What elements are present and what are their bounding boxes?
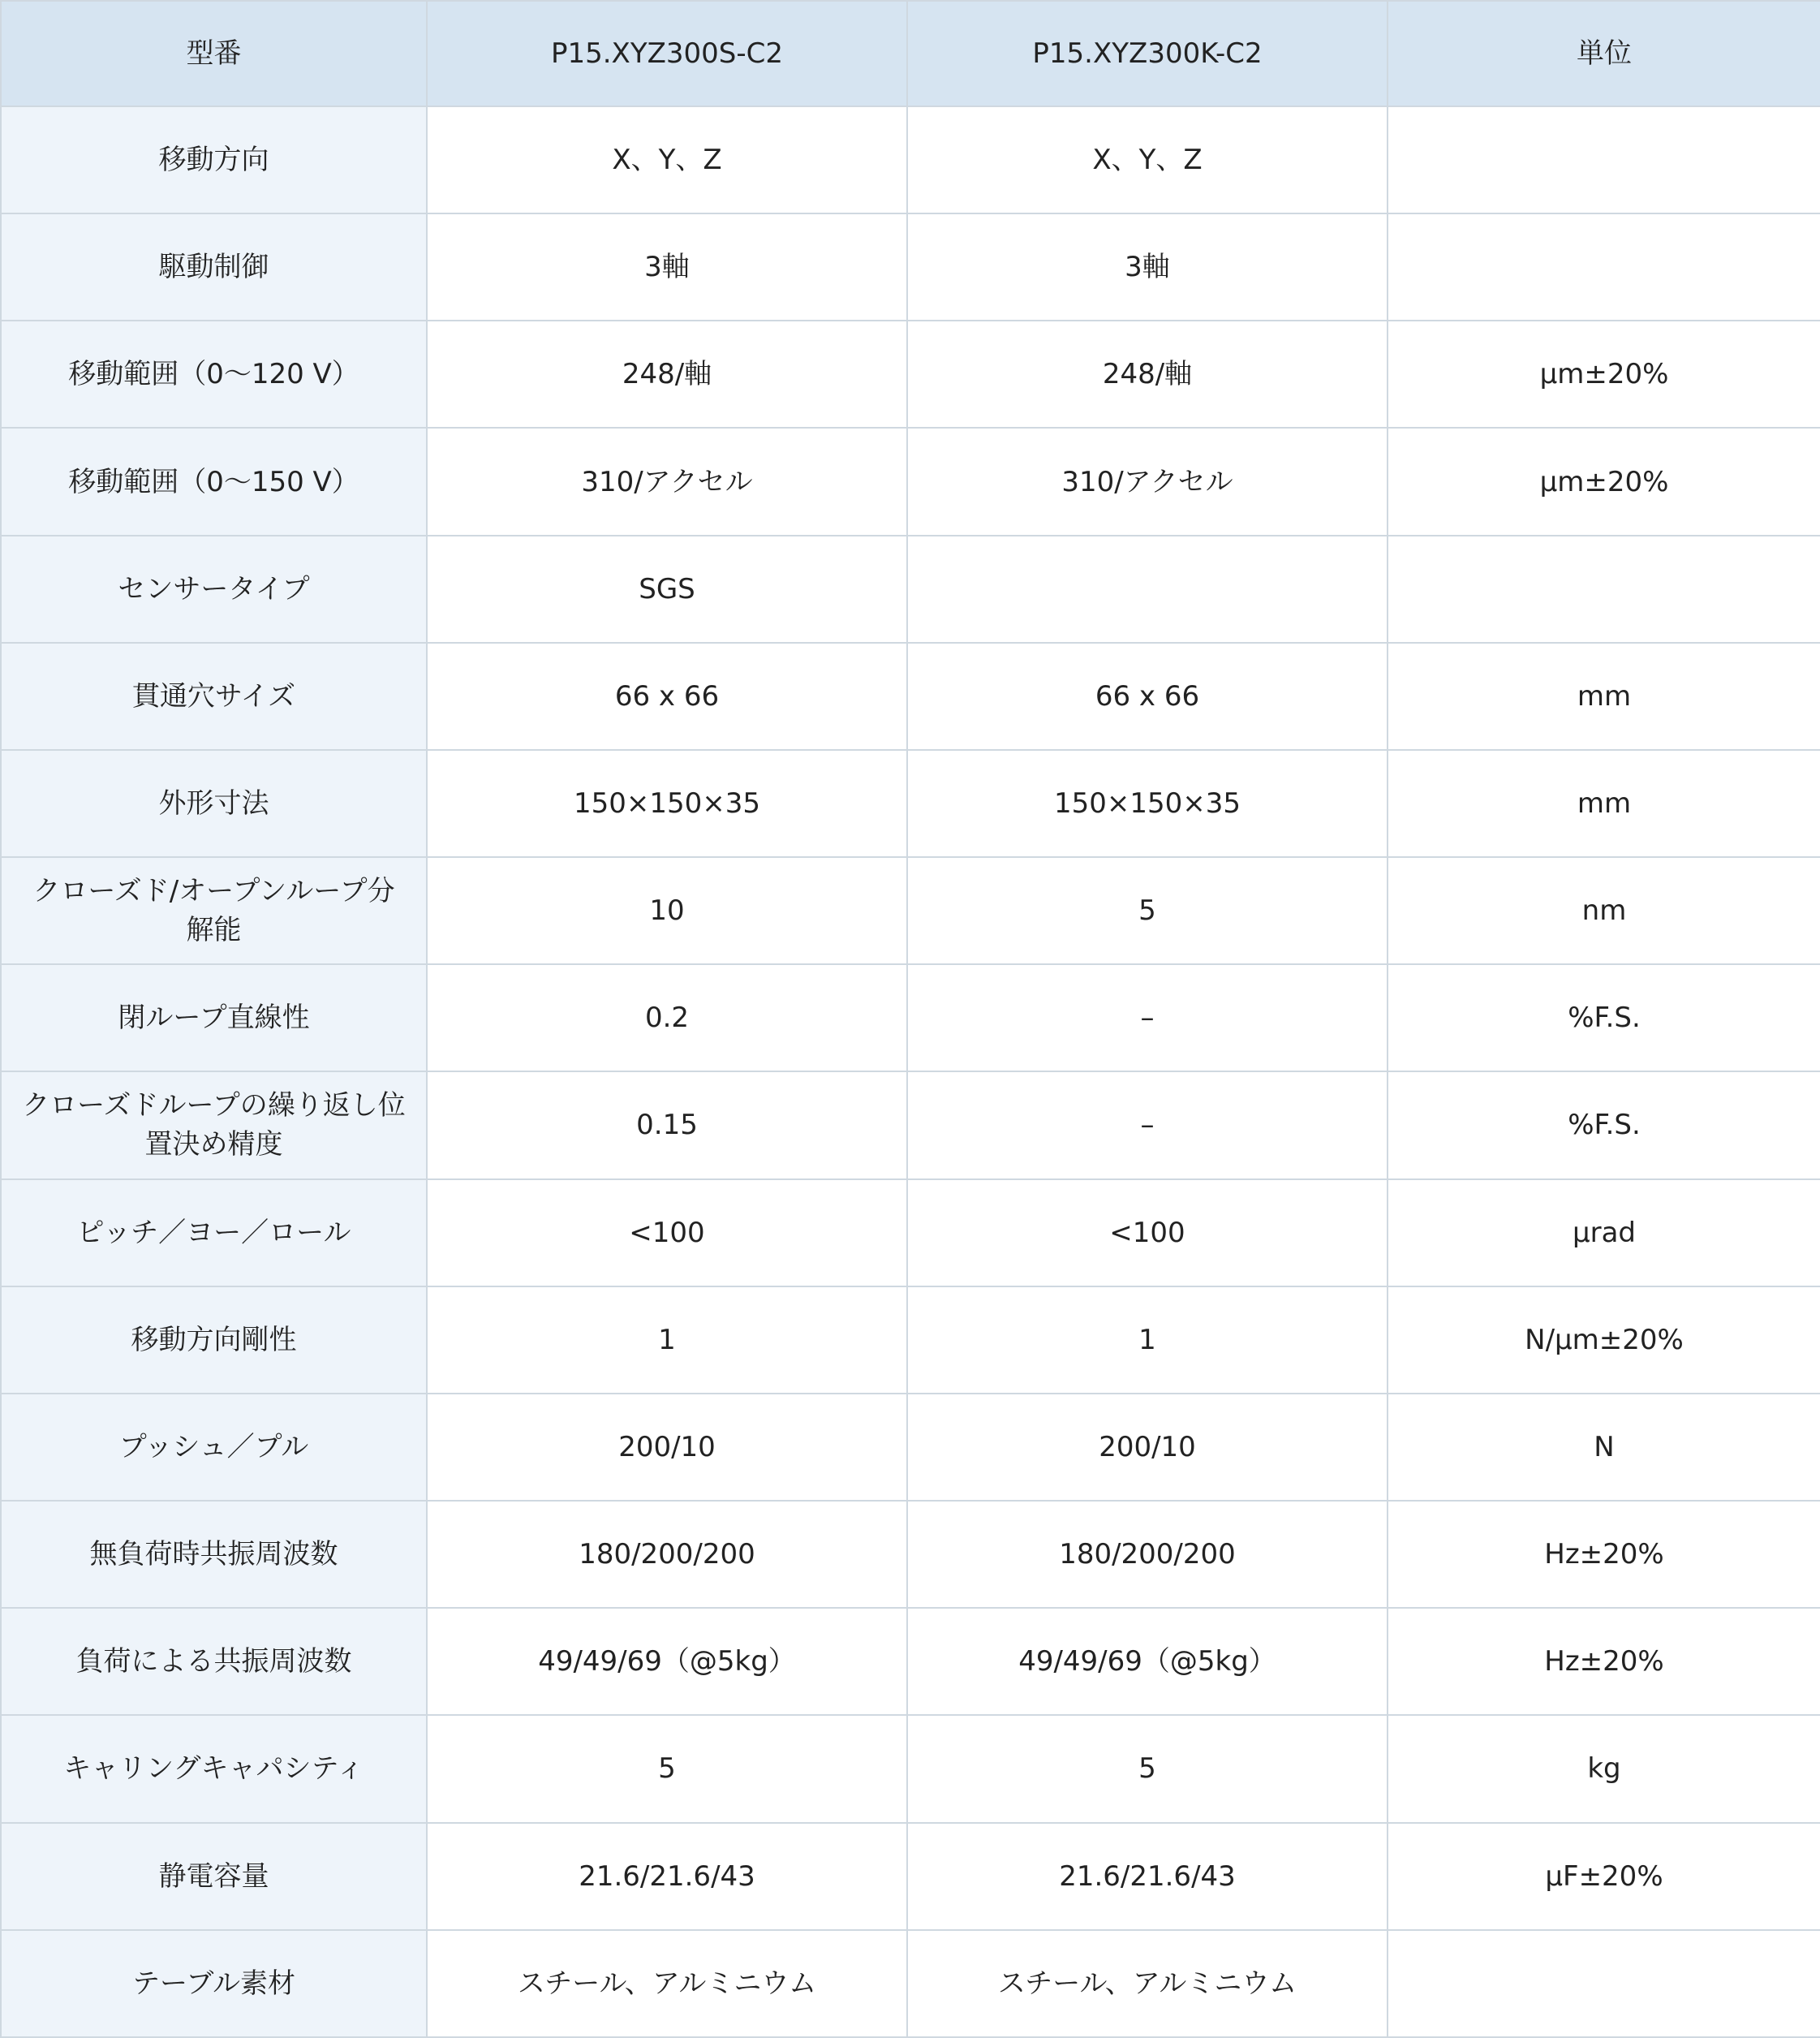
cell-unit: kg	[1388, 1715, 1820, 1822]
cell-model-k: 310/アクセル	[907, 428, 1388, 535]
cell-model-k: スチール、アルミニウム	[907, 1930, 1388, 2037]
table-row	[1, 857, 1820, 964]
cell-model-s: スチール、アルミニウム	[427, 1930, 907, 2037]
table-row	[1, 1501, 1820, 1608]
cell-model-k: 5	[907, 857, 1388, 964]
cell-model-s: 10	[427, 857, 907, 964]
row-label: テーブル素材	[1, 1930, 427, 2037]
cell-model-s: 49/49/69（@5kg）	[427, 1608, 907, 1715]
row-label: 駆動制御	[1, 213, 427, 321]
row-label: ピッチ／ヨー／ロール	[1, 1179, 427, 1286]
cell-model-s: 180/200/200	[427, 1501, 907, 1608]
row-label: クローズド/オープンループ分解能	[1, 857, 427, 964]
row-label: 移動範囲（0～120 V）	[1, 321, 427, 428]
cell-model-s: 66 x 66	[427, 643, 907, 750]
cell-unit: N/μm±20%	[1388, 1286, 1820, 1394]
cell-model-k: X、Y、Z	[907, 106, 1388, 213]
row-label: 移動方向剛性	[1, 1286, 427, 1394]
cell-unit: %F.S.	[1388, 1071, 1820, 1178]
row-label: 負荷による共振周波数	[1, 1608, 427, 1715]
row-label: 静電容量	[1, 1823, 427, 1930]
cell-unit	[1388, 106, 1820, 213]
cell-model-k: 1	[907, 1286, 1388, 1394]
table-row	[1, 1608, 1820, 1715]
cell-model-k: 66 x 66	[907, 643, 1388, 750]
header-unit: 単位	[1388, 1, 1820, 106]
cell-model-k: 180/200/200	[907, 1501, 1388, 1608]
cell-model-k: 248/軸	[907, 321, 1388, 428]
cell-model-s: 5	[427, 1715, 907, 1822]
row-label: クローズドループの繰り返し位置決め精度	[1, 1071, 427, 1178]
cell-model-s: 3軸	[427, 213, 907, 321]
cell-unit: nm	[1388, 857, 1820, 964]
cell-unit: N	[1388, 1394, 1820, 1501]
cell-model-k	[907, 536, 1388, 643]
cell-unit: %F.S.	[1388, 964, 1820, 1071]
table-row	[1, 1930, 1820, 2037]
cell-model-s: 310/アクセル	[427, 428, 907, 535]
cell-model-k: –	[907, 964, 1388, 1071]
table-header	[1, 1, 1820, 106]
table-row	[1, 536, 1820, 643]
table-row	[1, 1071, 1820, 1178]
row-label: 無負荷時共振周波数	[1, 1501, 427, 1608]
cell-model-s: 0.2	[427, 964, 907, 1071]
cell-model-k: 200/10	[907, 1394, 1388, 1501]
table-row	[1, 321, 1820, 428]
cell-unit: mm	[1388, 750, 1820, 857]
cell-unit: μrad	[1388, 1179, 1820, 1286]
cell-model-k: 5	[907, 1715, 1388, 1822]
cell-model-s: 248/軸	[427, 321, 907, 428]
table-row	[1, 1715, 1820, 1822]
cell-model-k: 49/49/69（@5kg）	[907, 1608, 1388, 1715]
table-row	[1, 1823, 1820, 1930]
cell-model-k: 3軸	[907, 213, 1388, 321]
cell-model-s: X、Y、Z	[427, 106, 907, 213]
cell-unit: mm	[1388, 643, 1820, 750]
cell-unit: μF±20%	[1388, 1823, 1820, 1930]
cell-model-s: 0.15	[427, 1071, 907, 1178]
row-label: 移動方向	[1, 106, 427, 213]
cell-model-s: SGS	[427, 536, 907, 643]
cell-model-s: 21.6/21.6/43	[427, 1823, 907, 1930]
row-label: 貫通穴サイズ	[1, 643, 427, 750]
row-label: プッシュ／プル	[1, 1394, 427, 1501]
cell-model-k: 150×150×35	[907, 750, 1388, 857]
header-model: 型番	[1, 1, 427, 106]
row-label: 移動範囲（0～150 V）	[1, 428, 427, 535]
cell-model-s: 1	[427, 1286, 907, 1394]
table-row	[1, 1394, 1820, 1501]
cell-model-s: 150×150×35	[427, 750, 907, 857]
header-model-k: P15.XYZ300K-C2	[907, 1, 1388, 106]
cell-unit: μm±20%	[1388, 428, 1820, 535]
cell-unit	[1388, 536, 1820, 643]
table-row	[1, 1286, 1820, 1394]
table-row	[1, 213, 1820, 321]
cell-unit: Hz±20%	[1388, 1501, 1820, 1608]
row-label: センサータイプ	[1, 536, 427, 643]
cell-model-k: –	[907, 1071, 1388, 1178]
cell-unit	[1388, 213, 1820, 321]
table-row	[1, 964, 1820, 1071]
table-row	[1, 750, 1820, 857]
header-model-s: P15.XYZ300S-C2	[427, 1, 907, 106]
row-label: 閉ループ直線性	[1, 964, 427, 1071]
cell-model-k: 21.6/21.6/43	[907, 1823, 1388, 1930]
row-label: キャリングキャパシティ	[1, 1715, 427, 1822]
table-row	[1, 643, 1820, 750]
cell-model-s: <100	[427, 1179, 907, 1286]
row-label: 外形寸法	[1, 750, 427, 857]
table-body	[1, 106, 1820, 2037]
cell-model-k: <100	[907, 1179, 1388, 1286]
header-row	[1, 1, 1820, 106]
table-row	[1, 106, 1820, 213]
cell-unit: Hz±20%	[1388, 1608, 1820, 1715]
cell-unit	[1388, 1930, 1820, 2037]
cell-unit: μm±20%	[1388, 321, 1820, 428]
cell-model-s: 200/10	[427, 1394, 907, 1501]
table-row	[1, 428, 1820, 535]
table-row	[1, 1179, 1820, 1286]
